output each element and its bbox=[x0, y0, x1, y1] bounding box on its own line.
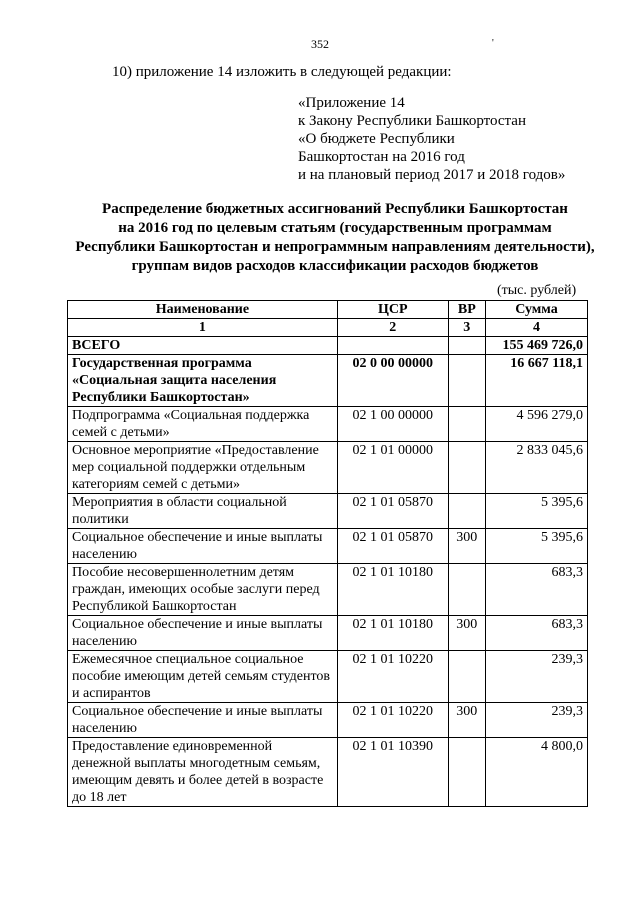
cell-name: Социальное обеспечение и иные выплаты населению bbox=[68, 529, 338, 564]
title-line: Распределение бюджетных ассигнований Республики Башкортостан bbox=[102, 201, 568, 217]
cell-vr bbox=[448, 442, 485, 494]
cell-vr: 300 bbox=[448, 529, 485, 564]
header-csr: ЦСР bbox=[337, 301, 448, 319]
table-row bbox=[68, 529, 588, 564]
table-row bbox=[68, 355, 588, 407]
cell-vr bbox=[448, 355, 485, 407]
table-row bbox=[68, 407, 588, 442]
document-title bbox=[40, 200, 630, 276]
column-number-sum: 4 bbox=[485, 319, 587, 337]
cell-sum: 683,3 bbox=[485, 616, 587, 651]
table-row bbox=[68, 564, 588, 616]
cell-csr: 02 0 00 00000 bbox=[337, 355, 448, 407]
appendix-reference bbox=[298, 94, 565, 184]
cell-sum: 4 800,0 bbox=[485, 738, 587, 807]
page-number: 352 bbox=[311, 37, 329, 51]
appendix-line: к Закону Республики Башкортостан bbox=[298, 113, 526, 129]
budget-table bbox=[67, 300, 588, 807]
header-name: Наименование bbox=[68, 301, 338, 319]
cell-sum: 5 395,6 bbox=[485, 494, 587, 529]
table-row bbox=[68, 651, 588, 703]
header-sum: Сумма bbox=[485, 301, 587, 319]
cell-name: Подпрограмма «Социальная поддержка семей с детьми» bbox=[68, 407, 338, 442]
appendix-line: «Приложение 14 bbox=[298, 95, 405, 111]
margin-mark: ' bbox=[492, 38, 494, 49]
table-row bbox=[68, 616, 588, 651]
cell-vr bbox=[448, 651, 485, 703]
cell-vr bbox=[448, 337, 485, 355]
cell-vr bbox=[448, 564, 485, 616]
cell-sum: 4 596 279,0 bbox=[485, 407, 587, 442]
cell-csr: 02 1 01 10220 bbox=[337, 651, 448, 703]
cell-name: Государственная программа «Социальная защита населения Республики Башкортостан» bbox=[68, 355, 338, 407]
cell-csr: 02 1 01 10180 bbox=[337, 564, 448, 616]
cell-csr: 02 1 01 10180 bbox=[337, 616, 448, 651]
cell-vr bbox=[448, 407, 485, 442]
table-row bbox=[68, 738, 588, 807]
cell-csr: 02 1 01 00000 bbox=[337, 442, 448, 494]
units-label: (тыс. рублей) bbox=[497, 283, 577, 298]
cell-name: ВСЕГО bbox=[68, 337, 338, 355]
table-row bbox=[68, 442, 588, 494]
cell-name: Основное мероприятие «Предоставление мер социальной поддержки отдельным категориям семей с детьми» bbox=[68, 442, 338, 494]
appendix-line: Башкортостан на 2016 год bbox=[298, 149, 465, 165]
column-number-name: 1 bbox=[68, 319, 338, 337]
cell-sum: 5 395,6 bbox=[485, 529, 587, 564]
cell-csr: 02 1 01 10390 bbox=[337, 738, 448, 807]
cell-vr bbox=[448, 494, 485, 529]
cell-sum: 683,3 bbox=[485, 564, 587, 616]
cell-vr: 300 bbox=[448, 703, 485, 738]
table-row bbox=[68, 703, 588, 738]
appendix-line: и на плановый период 2017 и 2018 годов» bbox=[298, 167, 566, 183]
title-line: на 2016 год по целевым статьям (государственным программам bbox=[118, 220, 552, 236]
header-vr: ВР bbox=[448, 301, 485, 319]
cell-sum: 16 667 118,1 bbox=[485, 355, 587, 407]
cell-name: Пособие несовершеннолетним детям граждан, имеющих особые заслуги перед Республикой Башкортостан bbox=[68, 564, 338, 616]
appendix-line: «О бюджете Республики bbox=[298, 131, 455, 147]
column-number-row bbox=[68, 319, 588, 337]
cell-name: Социальное обеспечение и иные выплаты населению bbox=[68, 616, 338, 651]
title-line: группам видов расходов классификации расходов бюджетов bbox=[131, 258, 539, 274]
cell-sum: 239,3 bbox=[485, 703, 587, 738]
cell-sum: 2 833 045,6 bbox=[485, 442, 587, 494]
table-row bbox=[68, 494, 588, 529]
cell-csr: 02 1 01 05870 bbox=[337, 494, 448, 529]
cell-sum: 155 469 726,0 bbox=[485, 337, 587, 355]
cell-name: Предоставление единовременной денежной выплаты многодетным семьям, имеющим девять и более детей в возрасте до 18 лет bbox=[68, 738, 338, 807]
title-line: Республики Башкортостан и непрограммным направлениям деятельности), bbox=[75, 239, 595, 255]
cell-sum: 239,3 bbox=[485, 651, 587, 703]
cell-vr bbox=[448, 738, 485, 807]
cell-name: Ежемесячное специальное социальное пособие имеющим детей семьям студентов и аспирантов bbox=[68, 651, 338, 703]
cell-csr: 02 1 00 00000 bbox=[337, 407, 448, 442]
intro-paragraph: 10) приложение 14 изложить в следующей редакции: bbox=[112, 64, 452, 80]
cell-vr: 300 bbox=[448, 616, 485, 651]
cell-name: Социальное обеспечение и иные выплаты населению bbox=[68, 703, 338, 738]
cell-csr bbox=[337, 337, 448, 355]
header-row bbox=[68, 301, 588, 319]
column-number-csr: 2 bbox=[337, 319, 448, 337]
column-number-vr: 3 bbox=[448, 319, 485, 337]
cell-csr: 02 1 01 05870 bbox=[337, 529, 448, 564]
cell-csr: 02 1 01 10220 bbox=[337, 703, 448, 738]
cell-name: Мероприятия в области социальной политики bbox=[68, 494, 338, 529]
table-row bbox=[68, 337, 588, 355]
